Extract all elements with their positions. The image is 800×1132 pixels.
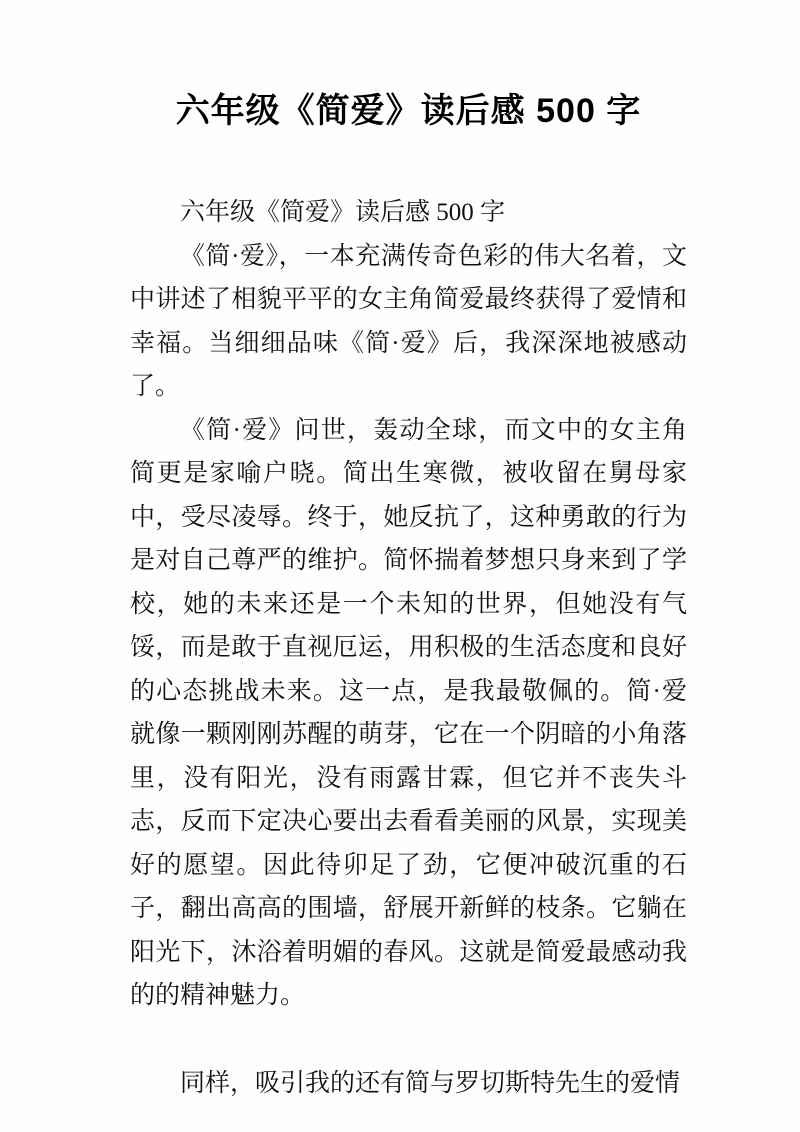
paragraph: 《简·爱》，一本充满传奇色彩的伟大名着，文中讲述了相貌平平的女主角简爱最终获得了爱情和幸福。当细细品味《简·爱》后，我深深地被感动了。: [130, 242, 687, 400]
paragraph: 同样，吸引我的还有简与罗切斯特先生的爱情: [180, 1069, 681, 1097]
paragraph: 六年级《简爱》读后感 500 字: [180, 199, 506, 226]
page-title: 六年级《简爱》读后感 500 字: [175, 92, 642, 130]
body-text: [130, 191, 687, 1105]
document-content: [130, 0, 687, 1105]
paragraph: 《简·爱》问世，轰动全球，而文中的女主角简更是家喻户晓。简出生寒微，被收留在舅母家中，受尽凌辱。终于，她反抗了，这种勇敢的行为是对自己尊严的维护。简怀揣着梦想只身来到了学校，她的未来还是一个未知的世界，但她没有气馁，而是敢于直视厄运，用积极的生活态度和良好的心态挑战未来。这一点，是我最敬佩的。简·爱就像一颗刚刚苏醒的萌芽，它在一个阴暗的小角落里，没有阳光，没有雨露甘霖，但它并不丧失斗志，反而下定决心要出去看看美丽的风景，实现美好的愿望。因此待卯足了劲，它便冲破沉重的石子，翻出高高的围墙，舒展开新鲜的枝条。它躺在阳光下，沐浴着明媚的春风。这就是简爱最感动我的的精神魅力。: [130, 416, 687, 1009]
